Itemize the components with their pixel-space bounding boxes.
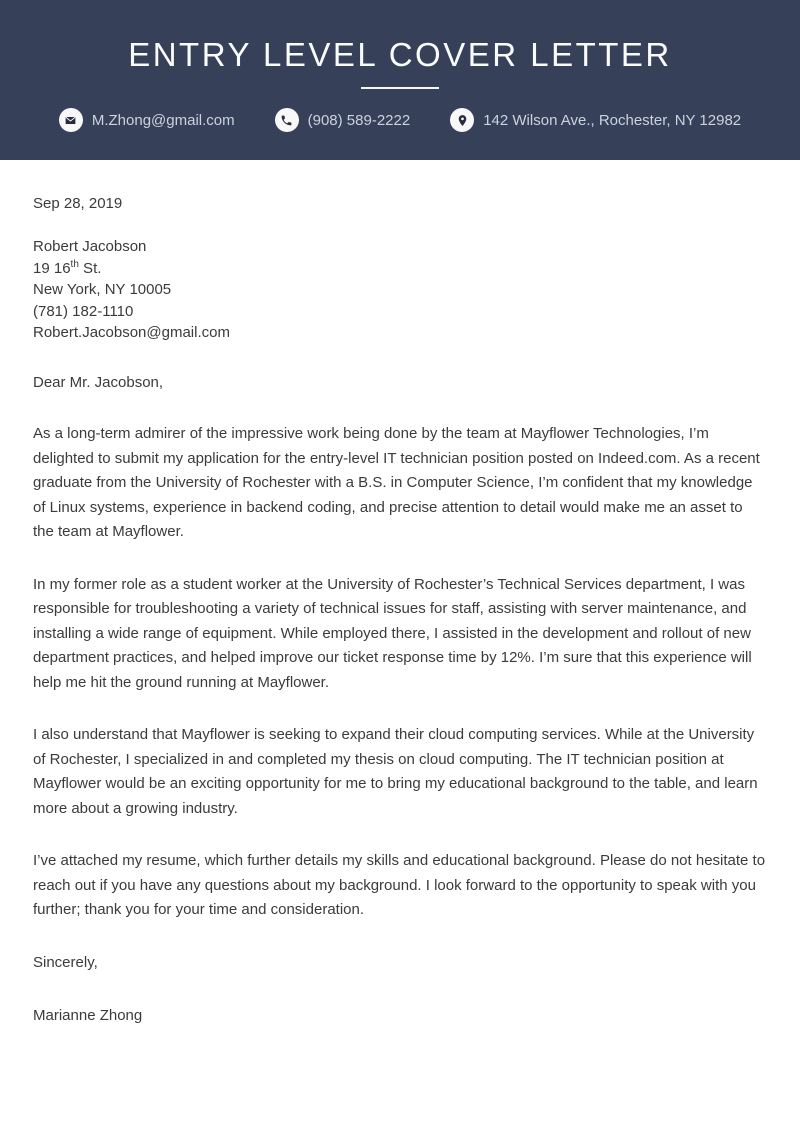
contact-email-text: M.Zhong@gmail.com [91,111,235,129]
phone-icon [275,108,299,132]
contact-email [59,108,235,132]
contact-phone [275,108,411,132]
contact-row [59,108,741,132]
location-icon [450,108,474,132]
paragraph-intro: As a long-term admirer of the impressive work being done by the team at Mayflower Technologies, I’m delighted to submit my application for the entry-level IT technician position posted on Indeed.com. As a recent graduate from the University of Rochester with a B.S. in Computer Science, I’m confident that my knowledge of Linux systems, experience in backend coding, and precise attention to detail would make me an asset to the team at Mayflower. [33,425,760,540]
recipient-street: 19 16th St. [33,258,102,277]
paragraph-cloud: I also understand that Mayflower is seeking to expand their cloud computing services. While at the University of Rochester, I specialized in and completed my thesis on cloud computing. The IT technician position at Mayflower would be an exciting opportunity for me to bring my educational background to the table, and learn more about a growing industry. [33,726,758,817]
contact-address [450,108,741,132]
ordinal-suffix: th [70,258,79,270]
salutation: Dear Mr. Jacobson, [33,373,164,391]
recipient-city: New York, NY 10005 [33,281,172,298]
email-icon [59,108,83,132]
paragraph-resume: I’ve attached my resume, which further details my skills and educational background. Please do not hesitate to reach out if you have any questions about my background. I look forward to the opportunity to speak with you further; thank you for your time and consideration. [33,852,766,918]
contact-address-text: 142 Wilson Ave., Rochester, NY 12982 [483,111,742,129]
letter-date: Sep 28, 2019 [33,195,123,212]
page-title: ENTRY LEVEL COVER LETTER [128,36,672,73]
letter-body [0,160,800,1069]
header-banner [0,0,800,160]
recipient-name: Robert Jacobson [33,238,147,255]
recipient-email: Robert.Jacobson@gmail.com [33,324,230,341]
signature-name: Marianne Zhong [33,1007,143,1024]
paragraph-experience: In my former role as a student worker at the University of Rochester’s Technical Services department, I was responsible for troubleshooting a variety of technical issues for staff, assisting with server maintenance, and installing a wide range of equipment. While employed there, I assisted in the development and rollout of new department practices, and helped improve our ticket response time by 12%. I’m sure that this experience will help me hit the ground running at Mayflower. [33,575,752,691]
contact-phone-text: (908) 589-2222 [307,111,411,129]
recipient-phone: (781) 182-1110 [33,302,134,320]
recipient-block [33,236,767,344]
closing: Sincerely, [33,953,98,971]
title-divider [361,87,439,89]
